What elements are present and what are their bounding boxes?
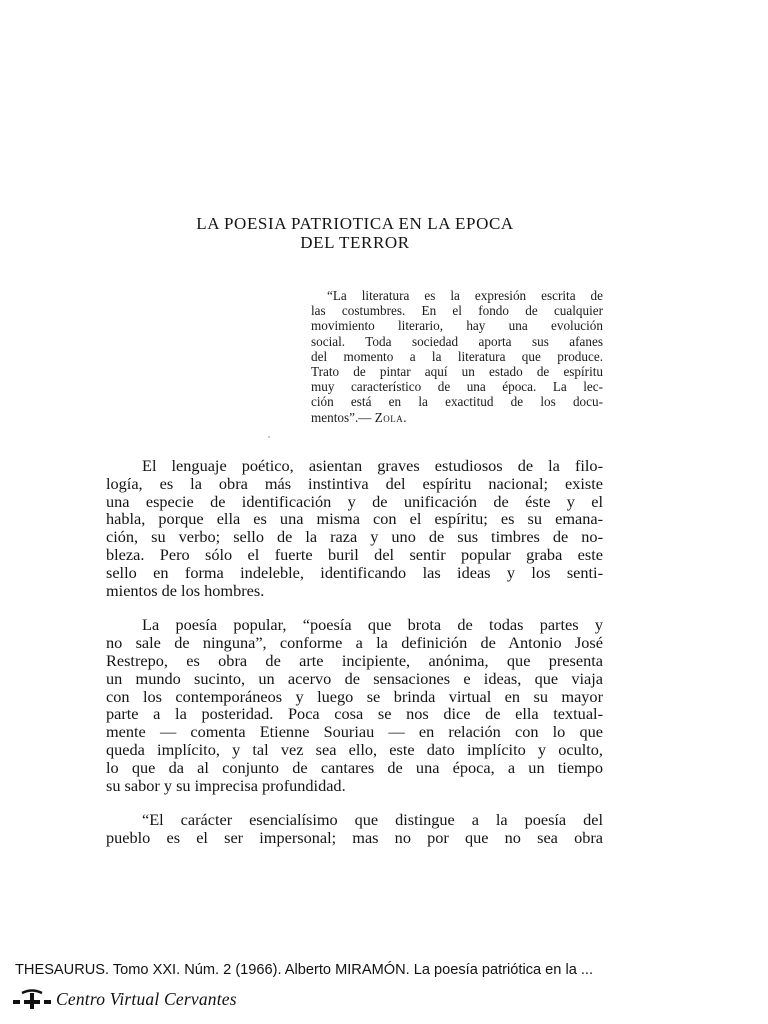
epigraph-quote [311, 288, 603, 425]
epigraph-last-line [311, 410, 603, 425]
article-body [106, 457, 603, 864]
text-line: lo que da al conjunto de cantares de una época, a un tiempo [106, 757, 603, 777]
text-line: sello en forma indeleble, identificando las ideas y los senti- [106, 562, 603, 582]
text-line: Restrepo, es obra de arte incipiente, anónima, que presenta [106, 650, 603, 670]
text-line: su sabor y su imprecisa profundidad. [106, 775, 346, 795]
epigraph-line: muy característico de una época. La lec- [311, 379, 603, 395]
text-line: mientos de los hombres. [106, 580, 265, 600]
text-line: pueblo es el ser impersonal; mas no por que no sea obra [106, 828, 603, 848]
paragraph [106, 457, 603, 599]
text-line: ción, su verbo; sello de la raza y uno de sus timbres de no- [106, 527, 603, 547]
article-title [120, 214, 590, 252]
citation-footer: THESAURUS. Tomo XXI. Núm. 2 (1966). Alberto MIRAMÓN. La poesía patriótica en la ... [15, 962, 594, 978]
epigraph-line: mentos”.— [311, 409, 375, 425]
paragraph [106, 616, 603, 794]
epigraph-line: movimiento literario, hay una evolución [311, 318, 603, 334]
text-line: bleza. Pero sólo el fuerte buril del sentir popular graba este [106, 544, 603, 564]
epigraph-author: Zola. [374, 409, 408, 425]
text-line: una especie de identificación y de unificación de éste y el [106, 491, 603, 511]
epigraph-line: social. Toda sociedad aporta sus afanes [311, 333, 603, 349]
text-line: habla, porque ella es una misma con el espíritu; es su emana- [106, 509, 603, 529]
text-line: “El carácter esencialísimo que distingue a la poesía del [142, 810, 603, 830]
epigraph-line: las costumbres. En el fondo de cualquier [311, 303, 603, 319]
cvc-logo-icon [12, 987, 52, 1011]
epigraph-line: ción está en la exactitud de los docu- [311, 394, 603, 410]
text-line: logía, es la obra más instintiva del espíritu nacional; existe [106, 473, 603, 493]
title-line-2: DEL TERROR [300, 233, 410, 252]
epigraph-line: “La literatura es la expresión escrita de [327, 288, 603, 303]
epigraph-line: del momento a la literatura que produce. [311, 348, 603, 364]
text-line: El lenguaje poético, asientan graves estudiosos de la filo- [142, 456, 603, 475]
text-line: con los contemporáneos y luego se brinda virtual en su mayor [106, 686, 603, 706]
paragraph [106, 811, 603, 847]
text-line: La poesía popular, “poesía que brota de todas partes y [142, 615, 603, 635]
cvc-brand-name: Centro Virtual Cervantes [56, 988, 237, 1009]
cvc-brand[interactable] [12, 986, 237, 1012]
text-line: un mundo sucinto, un acervo de sensaciones e ideas, que viaja [106, 668, 603, 688]
scan-speck [268, 436, 270, 438]
text-line: mente — comenta Etienne Souriau — en relación con lo que [106, 722, 603, 742]
text-line: parte a la posteridad. Poca cosa se nos dice de ella textual- [106, 704, 603, 724]
text-line: queda implícito, y tal vez sea ello, este dato implícito y oculto, [106, 739, 603, 759]
title-line-1: LA POESIA PATRIOTICA EN LA EPOCA [196, 214, 514, 233]
epigraph-line: Trato de pintar aquí un estado de espíritu [311, 364, 603, 380]
text-line: no sale de ninguna”, conforme a la definición de Antonio José [106, 633, 603, 653]
